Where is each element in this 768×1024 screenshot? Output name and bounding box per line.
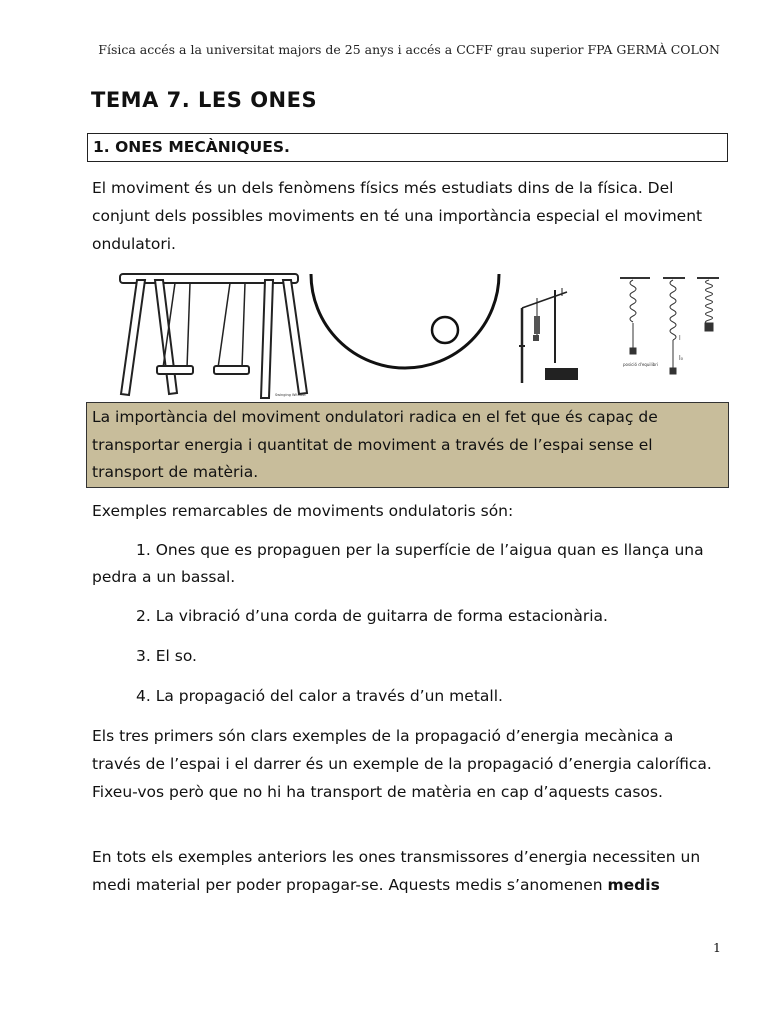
list-item (92, 537, 724, 591)
example-2: 2. La vibració d’una corda de guitarra de forma estacionària. (136, 607, 608, 625)
list-item (92, 603, 724, 630)
circular-track-illustration (311, 274, 499, 368)
highlight-box (86, 402, 729, 488)
list-item (92, 643, 724, 670)
paragraph-3-text: En tots els exemples anteriors les ones transmissores d’energia necessiten un medi material per poder propagar-se. Aquests medis s’anomenen (92, 848, 701, 894)
spring-label-l: l (679, 335, 681, 342)
example-1: 1. Ones que es propaguen per la superfície de l’aigua quan es llança una pedra a un bassal. (92, 541, 704, 586)
example-3: 3. El so. (136, 647, 197, 665)
list-item (92, 683, 724, 710)
paragraph-2: Els tres primers són clars exemples de la propagació d’energia mecànica a través de l’espai i el darrer és un exemple de la propagació d’energia calorífica. Fixeu-vos però que no hi ha transport de matèria en cap d’aquests casos. (92, 727, 712, 801)
examples-intro: Exemples remarcables de moviments ondulatoris són: (92, 502, 514, 520)
section-heading-box (87, 133, 728, 162)
figure-strip (115, 268, 735, 400)
pendulum-stand-illustration (519, 288, 578, 383)
example-4: 4. La propagació del calor a través d’un metall. (136, 687, 503, 705)
page-title: TEMA 7. LES ONES (91, 88, 318, 112)
swing-illustration (120, 274, 307, 398)
paragraph-3 (92, 843, 724, 899)
springs-illustration (620, 278, 719, 374)
highlight-text: La importància del moviment ondulatori radica en el fet que és capaç de transportar energia i quantitat de moviment a través de l’espai sense el transport de matèria. (92, 408, 658, 481)
intro-paragraph: El moviment és un dels fenòmens físics més estudiats dins de la física. Del conjunt dels possibles moviments en té una importància especial el moviment ondulatori. (92, 179, 703, 253)
page-number: 1 (713, 940, 721, 955)
page-header: Física accés a la universitat majors de 25 anys i accés a CCFF grau superior FPA GERMÀ COLON (98, 42, 720, 57)
section-heading: 1. ONES MECÀNIQUES. (93, 138, 290, 156)
spring-label-equilibrium: posició d'equilibri (623, 362, 659, 367)
spring-label-l0: l₀ (679, 355, 684, 362)
swing-caption: Swinging Without (275, 393, 306, 397)
paragraph-3-bold: medis (607, 876, 660, 894)
